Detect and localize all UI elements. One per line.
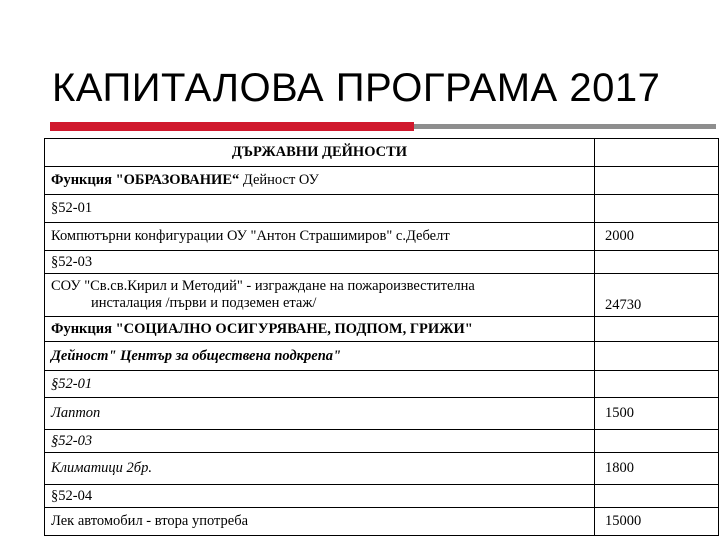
activity-row: Дейност" Център за обществена подкрепа" bbox=[45, 342, 595, 371]
item-label bbox=[45, 274, 595, 317]
section-label: §52-04 bbox=[45, 485, 595, 508]
item-label: Компютърни конфигурации ОУ "Антон Страшимиров" с.Дебелт bbox=[45, 223, 595, 251]
table-row bbox=[45, 485, 719, 508]
function-label: Функция "ОБРАЗОВАНИЕ“ bbox=[51, 172, 240, 188]
table-row bbox=[45, 371, 719, 398]
capital-program-table bbox=[44, 138, 719, 536]
slide-title: КАПИТАЛОВА ПРОГРАМА 2017 bbox=[52, 66, 661, 110]
item-label-line: инсталация /първи и подземен етаж/ bbox=[91, 295, 317, 311]
table-row bbox=[45, 139, 719, 167]
table-row bbox=[45, 508, 719, 536]
value-cell bbox=[595, 195, 719, 223]
value-cell bbox=[595, 167, 719, 195]
table-row bbox=[45, 342, 719, 371]
table-row bbox=[45, 430, 719, 453]
function-row-social: Функция "СОЦИАЛНО ОСИГУРЯВАНЕ, ПОДПОМ, ГРИЖИ" bbox=[45, 317, 595, 342]
table-row bbox=[45, 317, 719, 342]
section-label: §52-03 bbox=[45, 251, 595, 274]
value-cell bbox=[595, 251, 719, 274]
item-value: 1800 bbox=[595, 453, 719, 485]
item-label: Лек автомобил - втора употреба bbox=[45, 508, 595, 536]
item-value: 2000 bbox=[595, 223, 719, 251]
value-cell bbox=[595, 317, 719, 342]
activity-label: Дейност ОУ bbox=[239, 172, 319, 188]
item-value: 15000 bbox=[595, 508, 719, 536]
item-label-line: СОУ "Св.св.Кирил и Методий" - изграждане на пожароизвестителна bbox=[51, 278, 475, 294]
value-cell bbox=[595, 342, 719, 371]
value-cell bbox=[595, 485, 719, 508]
section-label: §52-01 bbox=[45, 195, 595, 223]
table-row bbox=[45, 398, 719, 430]
table-row bbox=[45, 167, 719, 195]
section-label: §52-01 bbox=[45, 371, 595, 398]
title-underline-accent bbox=[50, 122, 414, 131]
table-row bbox=[45, 274, 719, 317]
section-label: §52-03 bbox=[45, 430, 595, 453]
value-cell bbox=[595, 139, 719, 167]
table-row bbox=[45, 251, 719, 274]
function-row-education bbox=[45, 167, 595, 195]
value-cell bbox=[595, 371, 719, 398]
item-value: 24730 bbox=[595, 274, 719, 317]
header-cell: ДЪРЖАВНИ ДЕЙНОСТИ bbox=[45, 139, 595, 167]
table-row bbox=[45, 223, 719, 251]
table-row bbox=[45, 195, 719, 223]
item-label: Лаптоп bbox=[45, 398, 595, 430]
item-label: Климатици 2бр. bbox=[45, 453, 595, 485]
title-underline-line bbox=[414, 124, 716, 129]
table-row bbox=[45, 453, 719, 485]
value-cell bbox=[595, 430, 719, 453]
item-value: 1500 bbox=[595, 398, 719, 430]
